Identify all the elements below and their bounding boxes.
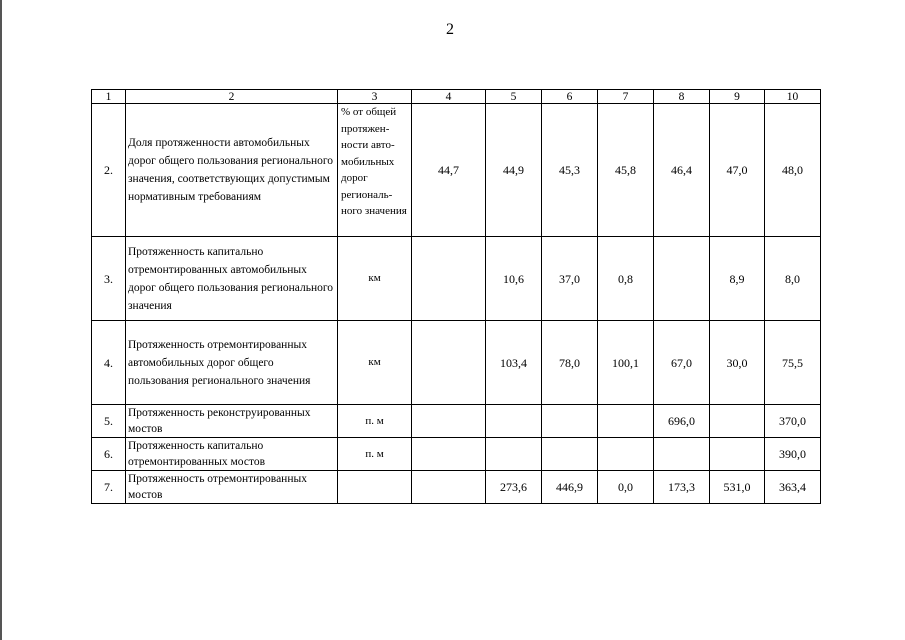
value-cell: 10,6 [486, 237, 542, 321]
row-number: 2. [92, 104, 126, 237]
value-cell [486, 405, 542, 438]
value-cell: 0,0 [598, 471, 654, 504]
row-number: 6. [92, 438, 126, 471]
value-cell: 446,9 [542, 471, 598, 504]
value-cell: 370,0 [765, 405, 821, 438]
column-header: 10 [765, 90, 821, 104]
value-cell: 45,3 [542, 104, 598, 237]
value-cell: 75,5 [765, 321, 821, 405]
indicator-name: Протяженность отремонтированных мостов [126, 471, 338, 504]
column-header: 4 [412, 90, 486, 104]
value-cell: 47,0 [710, 104, 765, 237]
value-cell: 44,7 [412, 104, 486, 237]
column-header: 2 [126, 90, 338, 104]
value-cell: 531,0 [710, 471, 765, 504]
value-cell [710, 438, 765, 471]
value-cell [486, 438, 542, 471]
unit-cell: п. м [338, 405, 412, 438]
value-cell: 8,0 [765, 237, 821, 321]
page-number: 2 [446, 21, 454, 38]
value-cell [412, 237, 486, 321]
value-cell: 78,0 [542, 321, 598, 405]
value-cell: 45,8 [598, 104, 654, 237]
value-cell: 30,0 [710, 321, 765, 405]
column-header: 3 [338, 90, 412, 104]
value-cell [412, 438, 486, 471]
value-cell [710, 405, 765, 438]
value-cell [542, 438, 598, 471]
table-row [92, 438, 821, 471]
row-number: 5. [92, 405, 126, 438]
column-header: 1 [92, 90, 126, 104]
value-cell: 103,4 [486, 321, 542, 405]
value-cell [598, 405, 654, 438]
value-cell [412, 471, 486, 504]
value-cell [654, 438, 710, 471]
value-cell: 390,0 [765, 438, 821, 471]
unit-cell: п. м [338, 438, 412, 471]
value-cell: 67,0 [654, 321, 710, 405]
unit-cell [338, 471, 412, 504]
column-header: 7 [598, 90, 654, 104]
indicators-table [91, 89, 821, 504]
value-cell [598, 438, 654, 471]
value-cell: 173,3 [654, 471, 710, 504]
value-cell [542, 405, 598, 438]
column-header: 9 [710, 90, 765, 104]
indicator-name: Протяженность реконструированных мостов [126, 405, 338, 438]
indicator-name: Протяженность отремонтированных автомобильных дорог общего пользования регионального значения [126, 321, 338, 405]
value-cell [412, 405, 486, 438]
value-cell: 46,4 [654, 104, 710, 237]
scan-left-edge [0, 0, 2, 640]
unit-cell: км [338, 237, 412, 321]
table-row [92, 104, 821, 237]
indicator-name: Протяженность капитально отремонтированных автомобильных дорог общего пользования регионального значения [126, 237, 338, 321]
table-row [92, 237, 821, 321]
row-number: 7. [92, 471, 126, 504]
indicator-name: Протяженность капитально отремонтированных мостов [126, 438, 338, 471]
value-cell [654, 237, 710, 321]
value-cell: 363,4 [765, 471, 821, 504]
row-number: 3. [92, 237, 126, 321]
table-row [92, 405, 821, 438]
value-cell: 44,9 [486, 104, 542, 237]
value-cell: 100,1 [598, 321, 654, 405]
column-header: 6 [542, 90, 598, 104]
value-cell: 696,0 [654, 405, 710, 438]
value-cell: 37,0 [542, 237, 598, 321]
table-row [92, 471, 821, 504]
row-number: 4. [92, 321, 126, 405]
column-number-row [92, 90, 821, 104]
unit-cell: км [338, 321, 412, 405]
value-cell: 0,8 [598, 237, 654, 321]
value-cell: 8,9 [710, 237, 765, 321]
value-cell: 48,0 [765, 104, 821, 237]
column-header: 5 [486, 90, 542, 104]
value-cell: 273,6 [486, 471, 542, 504]
unit-cell: % от общей протяжен-ности авто-мобильных дорог региональ-ного значения [338, 104, 412, 237]
value-cell [412, 321, 486, 405]
column-header: 8 [654, 90, 710, 104]
indicator-name: Доля протяженности автомобильных дорог общего пользования регионального значения, соответствующих допустимым нормативным требованиям [126, 104, 338, 237]
table-row [92, 321, 821, 405]
